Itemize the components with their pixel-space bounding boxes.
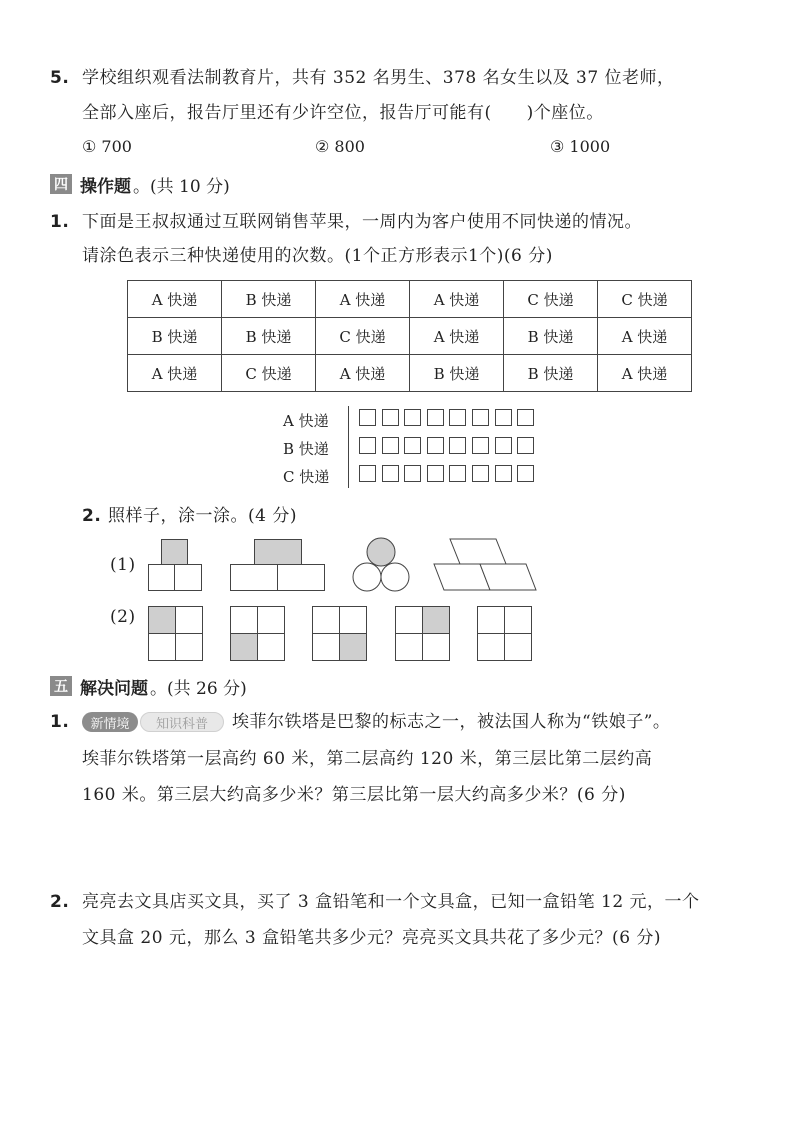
section-header xyxy=(50,674,247,698)
question-text: 请涂色表示三种快递使用的次数。(1个正方形表示1个)(6 分) xyxy=(82,246,553,266)
tally-label-a: A 快递 xyxy=(283,412,329,430)
tally-square[interactable] xyxy=(449,409,466,426)
table-cell: A 快递 xyxy=(598,318,692,355)
question-number: 1. xyxy=(50,712,70,732)
grid-cell xyxy=(175,606,203,634)
rectangle xyxy=(230,564,278,591)
shaded-grid-cell xyxy=(422,606,450,634)
table-row xyxy=(128,355,692,392)
question-number: 5. xyxy=(50,68,70,88)
tally-square[interactable] xyxy=(427,409,444,426)
grid-cell xyxy=(312,633,340,661)
circle xyxy=(381,563,409,591)
tally-square[interactable] xyxy=(404,409,421,426)
table-row xyxy=(128,281,692,318)
grid-cell xyxy=(175,633,203,661)
question-text: 下面是王叔叔通过互联网销售苹果，一周内为客户使用不同快递的情况。 xyxy=(82,212,642,232)
tally-square[interactable] xyxy=(382,437,399,454)
square xyxy=(174,564,202,591)
square xyxy=(148,564,175,591)
section-badge: 五 xyxy=(50,676,72,696)
table-cell: A 快递 xyxy=(410,281,504,318)
table-cell: B 快递 xyxy=(410,355,504,392)
question-text: 亮亮去文具店买文具，买了 3 盒铅笔和一个文具盒，已知一盒铅笔 12 元，一个 xyxy=(82,892,700,912)
tally-square[interactable] xyxy=(404,437,421,454)
grid-cell xyxy=(395,633,423,661)
shaded-grid-cell xyxy=(339,633,367,661)
tally-square[interactable] xyxy=(517,465,534,482)
grid-cell[interactable] xyxy=(504,633,532,661)
table-cell: A 快递 xyxy=(316,281,410,318)
grid-cell[interactable] xyxy=(477,606,505,634)
section-title: 解决问题 xyxy=(80,678,148,699)
question-text: 照样子，涂一涂。(4 分) xyxy=(108,506,297,526)
section-header xyxy=(50,172,230,196)
section-title: 操作题 xyxy=(80,176,131,197)
tally-square[interactable] xyxy=(427,465,444,482)
tally-square[interactable] xyxy=(449,437,466,454)
question-text: 文具盒 20 元，那么 3 盒铅笔共多少元？亮亮买文具共花了多少元？(6 分) xyxy=(82,928,662,948)
tally-square[interactable] xyxy=(359,465,376,482)
question-text: 学校组织观看法制教育片，共有 352 名男生、378 名女生以及 37 位老师， xyxy=(82,68,675,88)
grid-cell xyxy=(312,606,340,634)
section-score: 。(共 10 分) xyxy=(133,176,230,197)
rectangle xyxy=(277,564,325,591)
section-score: 。(共 26 分) xyxy=(150,678,247,699)
tally-axis xyxy=(348,406,349,488)
tally-square[interactable] xyxy=(495,437,512,454)
grid-cell xyxy=(148,633,176,661)
tally-square[interactable] xyxy=(382,409,399,426)
shaded-rectangle xyxy=(254,539,302,565)
table-cell: A 快递 xyxy=(316,355,410,392)
grid-cell xyxy=(339,606,367,634)
table-cell: B 快递 xyxy=(222,318,316,355)
tally-label-b: B 快递 xyxy=(283,440,329,458)
tally-label-c: C 快递 xyxy=(283,468,330,486)
table-cell: C 快递 xyxy=(222,355,316,392)
table-row xyxy=(128,318,692,355)
delivery-table xyxy=(127,280,692,392)
question-number: 2. xyxy=(82,506,102,526)
tally-square[interactable] xyxy=(495,465,512,482)
question-text: 埃菲尔铁塔第一层高约 60 米，第二层高约 120 米，第三层比第二层约高 xyxy=(82,749,653,769)
grid-cell xyxy=(395,606,423,634)
table-cell: C 快递 xyxy=(316,318,410,355)
tally-square[interactable] xyxy=(472,437,489,454)
tally-square[interactable] xyxy=(359,437,376,454)
question-number: 1. xyxy=(50,212,70,232)
tally-square[interactable] xyxy=(427,437,444,454)
table-cell: A 快递 xyxy=(128,355,222,392)
table-cell: A 快递 xyxy=(128,281,222,318)
table-cell: B 快递 xyxy=(222,281,316,318)
table-cell: A 快递 xyxy=(410,318,504,355)
shaded-grid-cell xyxy=(148,606,176,634)
table-cell: C 快递 xyxy=(598,281,692,318)
question-text: 全部入座后，报告厅里还有少许空位，报告厅可能有( )个座位。 xyxy=(82,103,604,123)
shaded-circle xyxy=(367,538,395,566)
table-cell: B 快递 xyxy=(128,318,222,355)
tally-square[interactable] xyxy=(382,465,399,482)
science-tag: 知识科普 xyxy=(140,712,224,732)
question-number: 2. xyxy=(50,892,70,912)
option-2: ② 800 xyxy=(315,137,365,156)
shaded-grid-cell xyxy=(230,633,258,661)
shaded-square xyxy=(161,539,188,565)
grid-cell xyxy=(422,633,450,661)
option-3: ③ 1000 xyxy=(550,137,611,156)
table-cell: C 快递 xyxy=(504,281,598,318)
circle xyxy=(353,563,381,591)
grid-cell[interactable] xyxy=(504,606,532,634)
parallelogram xyxy=(450,539,506,564)
table-cell: A 快递 xyxy=(598,355,692,392)
question-text: 埃菲尔铁塔是巴黎的标志之一，被法国人称为“铁娘子”。 xyxy=(232,712,671,732)
table-cell: B 快递 xyxy=(504,355,598,392)
option-1: ① 700 xyxy=(82,137,132,156)
new-context-tag: 新情境 xyxy=(82,712,138,732)
grid-cell xyxy=(257,633,285,661)
question-text: 160 米。第三层大约高多少米？第三层比第一层大约高多少米？(6 分) xyxy=(82,785,626,805)
parallelogram xyxy=(480,564,536,590)
tally-square[interactable] xyxy=(449,465,466,482)
parallelograms-shape xyxy=(432,536,542,594)
grid-cell xyxy=(257,606,285,634)
tally-square[interactable] xyxy=(517,437,534,454)
section-badge: 四 xyxy=(50,174,72,194)
tally-square[interactable] xyxy=(495,409,512,426)
tally-square[interactable] xyxy=(517,409,534,426)
tally-square[interactable] xyxy=(472,409,489,426)
tally-square[interactable] xyxy=(472,465,489,482)
tally-square[interactable] xyxy=(359,409,376,426)
row-label: (1) xyxy=(110,555,136,575)
circles-shape xyxy=(348,536,414,594)
grid-cell xyxy=(230,606,258,634)
tally-square[interactable] xyxy=(404,465,421,482)
row-label: (2) xyxy=(110,607,136,627)
table-cell: B 快递 xyxy=(504,318,598,355)
grid-cell[interactable] xyxy=(477,633,505,661)
